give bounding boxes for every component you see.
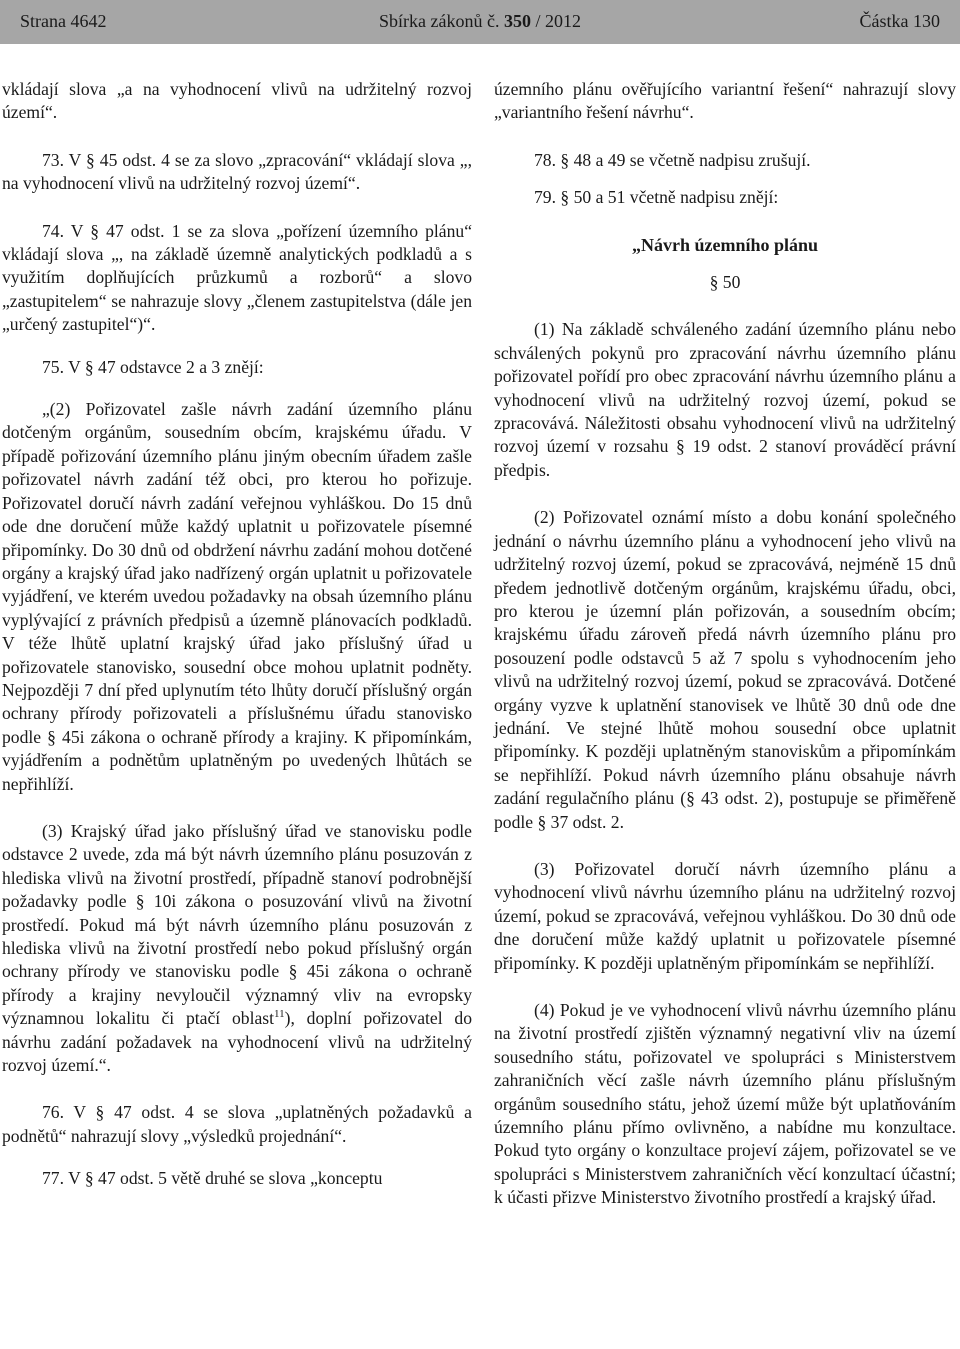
page-header [0,0,960,44]
item-75: 75. V § 47 odstavce 2 a 3 znějí: [42,356,264,377]
right-column [494,78,956,1210]
paragraph: územního plánu ověřujícího variantní řešení“ nahrazují slovy „variantního řešení návrhu“. [494,79,956,123]
paragraph-2: (2) Pořizovatel oznámí místo a dobu konání společného jednání o návrhu územního plánu a vyhodnocení jeho vlivů na udržitelný rozvoj území, pokud se zpracovává, nejméně 15 dnů předem jednotlivě dotčeným orgánům, krajskému úřadu, obci, pro kterou je územní plán pořizován, a sousedním obcím; krajskému úřadu zároveň předá návrh územního plánu pro posouzení podle odstavců 5 až 7 spolu s vyhodnocením jeho vlivů na udržitelný rozvoj území, pokud se zpracovává. Dotčené orgány vyzve k uplatnění stanovisek ve lhůtě 30 dnů ode dne jednání. Ve stejné lhůtě mohou sousední obce uplatnit připomínky. K později uplatněným stanoviskům a připomínkám se nepřihlíží. Pokud návrh územního plánu obsahuje návrh zadání regulačního plánu (§ 43 odst. 2), postupuje se přiměřeně podle § 37 odst. 2. [494,507,956,832]
paragraph-1: (1) Na základě schváleného zadání územního plánu nebo schválených pokynů pro zpracování návrhu územního plánu pořizovatel pořídí pro obec zpracování návrhu územního plánu a vyhodnocení vlivů na udržitelný rozvoj území, pokud se zpracovává. Náležitosti obsahu vyhodnocení vlivů na udržitelný rozvoj území v rozsahu § 19 odst. 2 stanoví prováděcí právní předpis. [494,319,956,480]
paragraph-3 [2,820,472,1077]
part-number: Částka 130 [859,11,940,31]
paragraph-3-text-end: ), doplní pořizovatel do návrhu zadání požadavek na vyhodnocení vlivů na udržitelný rozvoj území.“. [2,1008,473,1076]
item-76: 76. V § 47 odst. 4 se slova „uplatněných požadavků a podnětů“ nahrazují slovy „výsledků projednání“. [2,1102,472,1146]
item-74: 74. V § 47 odst. 1 se za slova „pořízení územního plánu“ vkládají slova „, na základě územně analytických podkladů a s využitím doplňujících průzkumů a rozborů“ a slovo „zastupitelem“ se nahrazuje slovy „členem zastupitelstva (dále jen „určený zastupitel“)“. [2,220,472,335]
left-column [2,78,472,1191]
item-78: 78. § 48 a 49 se včetně nadpisu zrušují. [534,149,811,170]
page-number: Strana 4642 [20,11,107,31]
paragraph-2: „(2) Pořizovatel zašle návrh zadání územního plánu dotčeným orgánům, sousedním obcím, krajskému úřadu. V případě pořizování územního plánu jiným obecním úřadem zašle pořizovatel návrh zadání též obci, pro kterou ho pořizuje. Pořizovatel doručí návrh zadání veřejnou vyhláškou. Do 15 dnů ode dne doručení může každý uplatnit u pořizovatele písemné připomínky. Do 30 dnů od obdržení návrhu zadání mohou dotčené orgány a krajský úřad jako nadřízený orgán uplatnit u pořizovatele vyjádření, ve kterém uvedou požadavky na obsah územního plánu vyplývající z právních předpisů a územně plánovacích podkladů. V téže lhůtě uplatní krajský úřad jako příslušný úřad u pořizovatele stanovisko, sousední obce mohou uplatnit podněty. Nejpozději 7 dní před uplynutím této lhůty doručí příslušný orgán ochrany přírody pořizovateli a příslušnému úřadu stanovisko podle § 45i zákona o ochraně přírody a krajiny. K připomínkám, vyjádřením a podnětům uplatněným po uvedených lhůtách se nepřihlíží. [2,399,472,794]
paragraph-3-text: (3) Krajský úřad jako příslušný úřad ve stanovisku podle odstavce 2 uvede, zda má být návrh územního plánu posuzován z hlediska vlivů na životní prostředí, případně stanoví podrobnější požadavky podle § 10i zákona o posuzování vlivů na životní prostředí. Pokud má být návrh územního plánu posuzován z hlediska vlivů na životní prostředí nebo pokud příslušný orgán ochrany přírody ve stanovisku podle § 45i zákona o ochraně přírody a krajiny nevyloučil významný vliv na evropsky významnou lokalitu či ptačí oblast [2,820,472,1029]
item-77: 77. V § 47 odst. 5 větě druhé se slova „konceptu [42,1168,383,1189]
item-73: 73. V § 45 odst. 4 se za slovo „zpracování“ vkládají slova „, na vyhodnocení vlivů na udržitelný rozvoj území“. [2,149,472,194]
collection-title [0,11,960,32]
law-year: / 2012 [535,11,581,31]
paragraph-4: (4) Pokud je ve vyhodnocení vlivů návrhu územního plánu na životní prostředí zjištěn významný negativní vliv na území sousedního státu, pořizovatel ve spolupráci s Ministerstvem zahraničních věcí zašle návrh územního plánu příslušným orgánům sousedního státu, jehož území může být uplatňováním územního plánu přímo ovlivněno, a nabídne mu konzultace. Pokud tyto orgány o konzultace projeví zájem, pořizovatel se ve spolupráci s Ministerstvem zahraničních věcí konzultací účastní; k účasti přizve Ministerstvo životního prostředí a krajský úřad. [494,1000,956,1208]
paragraph: vkládají slova „a na vyhodnocení vlivů na udržitelný rozvoj území“. [2,79,472,123]
law-number: 350 [503,11,531,31]
section-heading: „Návrh územního plánu [631,234,819,255]
collection-prefix: Sbírka zákonů č. [379,11,500,31]
item-79: 79. § 50 a 51 včetně nadpisu znějí: [534,187,779,208]
footnote-ref: 11 [274,1008,285,1021]
paragraph-3: (3) Pořizovatel doručí návrh územního plánu a vyhodnocení vlivů návrhu územního plánu na udržitelný rozvoj území, pokud se zpracovává, veřejnou vyhláškou. Do 30 dnů ode dne doručení může každý uplatnit u pořizovatele písemné připomínky. K později uplatněným připomínkám se nepřihlíží. [494,858,956,973]
section-number: § 50 [709,272,741,293]
